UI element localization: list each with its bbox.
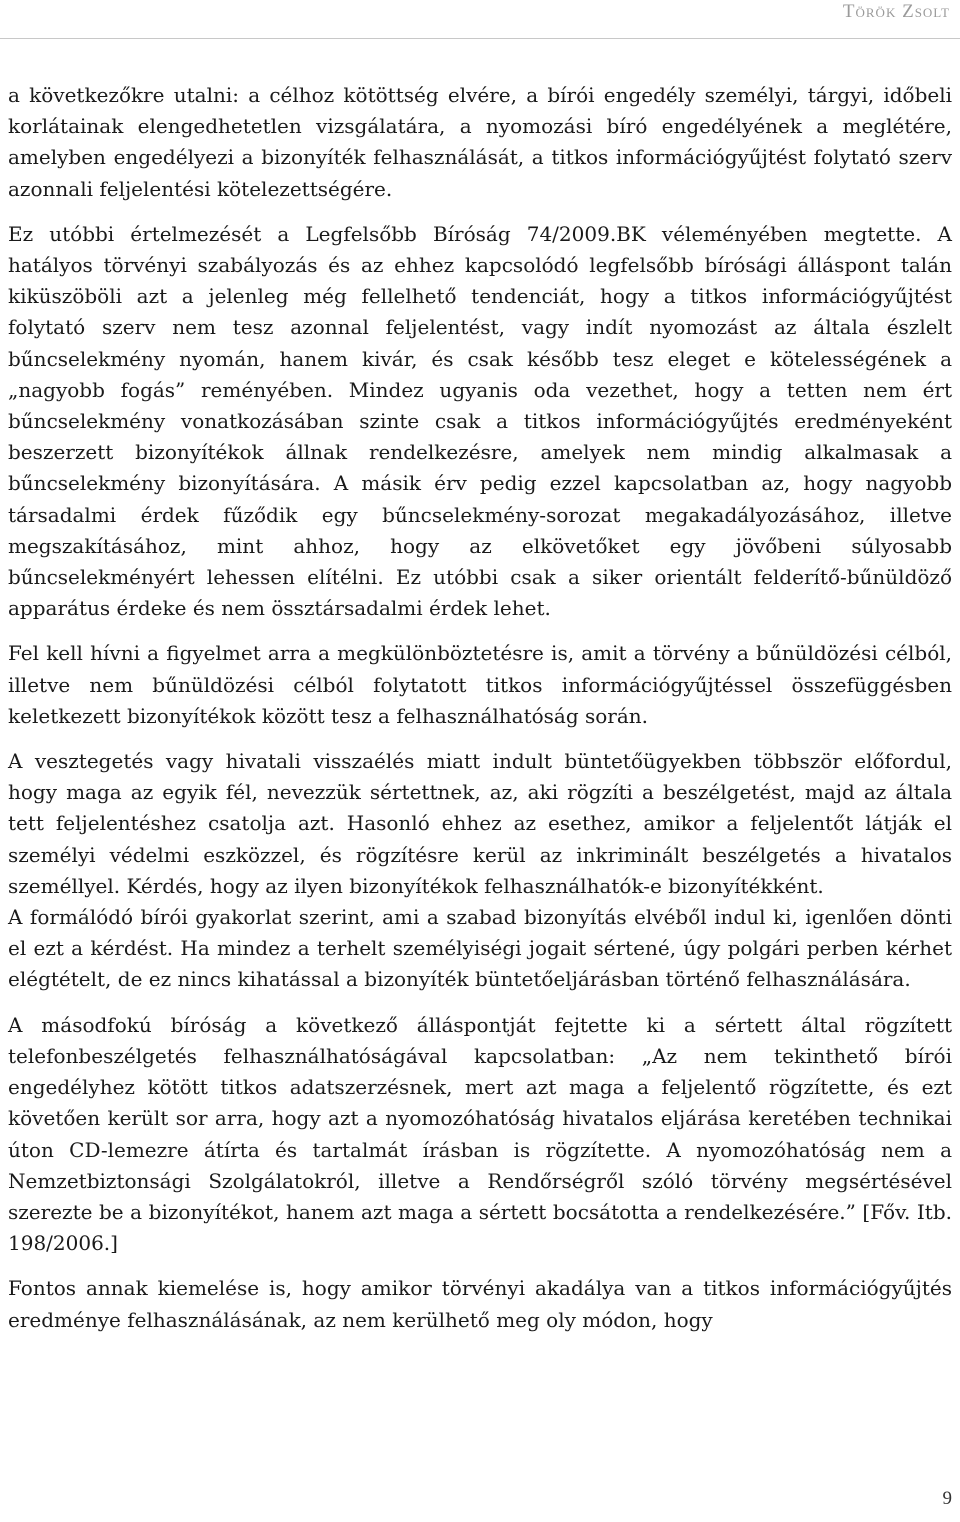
- running-head: Török Zsolt: [842, 1, 950, 22]
- paragraph-3: Fel kell hívni a figyelmet arra a megkülönböztetésre is, amit a törvény a bűnüldözési célból, illetve nem bűnüldözési célból folytatott titkos információgyűjtéssel összefüggésben keletkezett bizonyítékok között tesz a felhasználhatóság során.: [8, 641, 952, 728]
- paragraph-6: A másodfokú bíróság a következő álláspontját fejtette ki a sértett által rögzített telefonbeszélgetés felhasználhatóságával kapcsolatban: „Az nem tekinthető bírói engedélyhez kötött titkos adatszerzésnek, mert azt maga a feljelentő rögzítette, és ezt követően került sor arra, hogy azt a nyomozóhatóság hivatalos eljárása keretében technikai úton CD-lemezre átírta és tartalmát írásban is rögzítette. A nyomozóhatóság nem a Nemzetbiztonsági Szolgálatokról, illetve a Rendőrségről szóló törvény megsértésével szerezte be a bizonyítékot, hanem azt maga a sértett bocsátotta a rendelkezésére.” [Főv. Itb. 198/2006.]: [8, 1012, 952, 1256]
- paragraph-4: A vesztegetés vagy hivatali visszaélés miatt indult büntetőügyekben többször előfordul, hogy maga az egyik fél, nevezzük sértettnek, az, aki rögzíti a beszélgetést, majd az általa tett feljelentéshez csatolja azt. Hasonló ehhez az esethez, amikor a feljelentőt látják el személyi védelmi eszközzel, és rögzítésre kerül az inkriminált beszélgetés a hivatalos személlyel. Kérdés, hogy az ilyen bizonyítékok felhasználhatók-e bizonyítékként.: [8, 749, 952, 898]
- page-number: 9: [942, 1488, 952, 1509]
- header-rule: [0, 38, 960, 39]
- page-body: [8, 80, 952, 1350]
- paragraph-2: Ez utóbbi értelmezését a Legfelsőbb Bíróság 74/2009.BK véleményében megtette. A hatályos törvényi szabályozás és az ehhez kapcsolódó legfelsőbb bírósági álláspont talán kiküszöböli azt a jelenleg még fellelhető tendenciát, hogy a titkos információgyűjtést folytató szerv nem tesz azonnal feljelentést, vagy indít nyomozást az általa észlelt bűncselekmény nyomán, hanem kivár, és csak később tesz eleget e kötelességének a „nagyobb fogás” reményében. Mindez ugyanis oda vezethet, hogy a tetten nem ért bűncselekmény vonatkozásában szinte csak a titkos információgyűjtés eredményeként beszerzett bizonyítékok állnak rendelkezésre, amelyek nem mindig alkalmasak a bűncselekmény bizonyítására. A másik érv pedig ezzel kapcsolatban az, hogy nagyobb társadalmi érdek fűződik egy bűncselekmény-sorozat megakadályozásához, illetve megszakításához, mint ahhoz, hogy az elkövetőket egy jövőbeni súlyosabb bűncselekményért lehessen elítélni. Ez utóbbi csak a siker orientált felderítő-bűnüldöző apparátus érdeke és nem össztársadalmi érdek lehet.: [8, 221, 952, 621]
- paragraph-1: a következőkre utalni: a célhoz kötöttség elvére, a bírói engedély személyi, tárgyi, időbeli korlátainak elengedhetetlen vizsgálatára, a nyomozási bíró engedélyének a meglétére, amelyben engedélyezi a bizonyíték felhasználását, a titkos információgyűjtést folytató szerv azonnali feljelentési kötelezettségére.: [8, 83, 952, 201]
- paragraph-7: Fontos annak kiemelése is, hogy amikor törvényi akadálya van a titkos információgyűjtés eredménye felhasználásának, az nem kerülhető meg oly módon, hogy: [8, 1276, 952, 1332]
- paragraph-5: A formálódó bírói gyakorlat szerint, ami a szabad bizonyítás elvéből indul ki, igenlően dönti el ezt a kérdést. Ha mindez a terhelt személyiségi jogait sértené, úgy polgári perben kérhet elégtételt, de ez nincs kihatással a bizonyíték büntetőeljárásban történő felhasználására.: [8, 905, 952, 992]
